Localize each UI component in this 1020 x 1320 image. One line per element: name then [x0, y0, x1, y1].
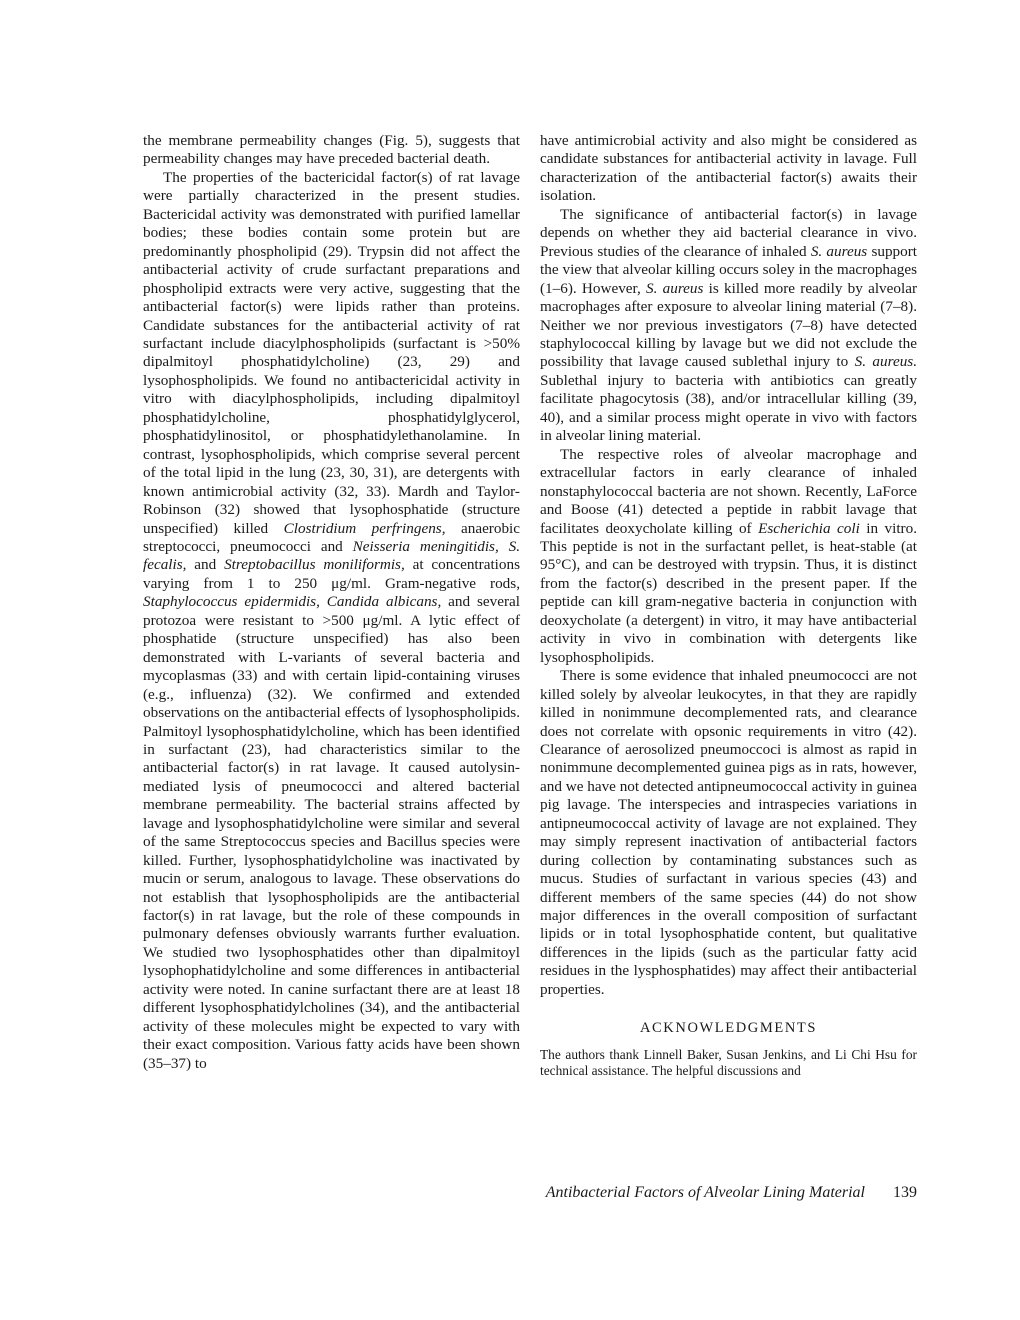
- organism-name: Staphylococcus epidermidis, Candida albicans,: [143, 593, 442, 611]
- right-paragraph-1: have antimicrobial activity and also might be considered as candidate substances for antibacterial activity in lavage. Full characterization of the antibacterial factor(s) awaits their isolation.: [540, 132, 917, 205]
- left-paragraph-2-text-b: anaerobic streptococci, pneumococci and: [143, 519, 521, 555]
- right-column: [540, 132, 917, 1080]
- right-paragraph-2-text-d: Sublethal injury to bacteria with antibiotics can greatly facilitate phagocytosis (38), and/or intracellular killing (39, 40), and a similar process might operate in vivo with factors in alveolar lining material.: [540, 371, 917, 445]
- left-paragraph-2-text-a: The properties of the bactericidal factor(s) of rat lavage were partially characterized in the present studies. Bactericidal activity was demonstrated with purified lamellar bodies; these bodies contain some protein but are predominantly phospholipid (29). Trypsin did not affect the antibacterial activity of crude surfactant preparations and phospholipid extracts were very active, suggesting that the antibacterial factor(s) were lipids rather than proteins. Candidate substances for the antibacterial activity of rat surfactant include diacylphospholipids (surfactant is >50% dipalmitoyl phosphatidylcholine) (23, 29) and lysophospholipids. We found no antibactericidal activity in vitro with diacylphospholipids, including dipalmitoyl phosphatidylcholine, phosphatidylglycerol, phosphatidylinositol, or phosphatidylethanolamine. In contrast, lysophospholipids, which comprise several percent of the total lipid in the lung (23, 30, 31), are detergents with known antimicrobial activity (32, 33). Mardh and Taylor-Robinson (32) showed that lysophosphatide (structure unspecified) killed: [143, 168, 520, 537]
- right-paragraph-3-text-a: The respective roles of alveolar macrophage and extracellular factors in early clearance of inhaled nonstaphylococcal bacteria are not shown. Recently, LaForce and Boose (41) detected a peptide in rabbit lavage that facilitates deoxycholate killing of: [540, 445, 917, 537]
- left-column: [143, 132, 520, 1073]
- left-paragraph-1: the membrane permeability changes (Fig. 5), suggests that permeability changes may have preceded bacterial death.: [143, 132, 520, 168]
- left-paragraph-2-text-d: at concentrations varying from 1 to 250 μg/ml. Gram-negative rods,: [143, 556, 520, 592]
- right-paragraph-4: There is some evidence that inhaled pneumococci are not killed solely by alveolar leukocytes, in that they are rapidly killed in nonimmune decomplemented rats, and clearance does not correlate with opsonic requirements in vitro (42). Clearance of aerosolized pneumoccoci is almost as rapid in nonimmune decomplemented guinea pigs as in rats, however, and we have not detected antipneumococcal activity in guinea pig lavage. The interspecies and intraspecies variations in antipneumococcal activity of lavage are not explained. They may simply represent inactivation of antibacterial factors during collection by contaminating substances such as mucus. Studies of surfactant in various species (43) and different members of the same species (44) do not show major differences in the overall composition of surfactant lipids or in total lysophosphatide content, but qualitative differences in the lipids (such as the particular fatty acid residues in the lysphosphatides) may affect their antibacterial properties.: [540, 667, 918, 998]
- left-paragraph-2: [143, 169, 520, 1073]
- acknowledgments-text: The authors thank Linnell Baker, Susan Jenkins, and Li Chi Hsu for technical assistance. The helpful discussions and: [540, 1046, 917, 1079]
- organism-name: Streptobacillus moniliformis,: [224, 556, 405, 574]
- organism-name: Neisseria meningitidis, S. fecalis,: [143, 537, 521, 574]
- left-paragraph-2-text-e: and several protozoa were resistant to >500 μg/ml. A lytic effect of phosphatide (structure unspecified) has also been demonstrated with L-variants of several bacteria and mycoplasmas (33) and with certain lipid-containing viruses (e.g., influenza) (32). We confirmed and extended observations on the antibacterial effects of lysophospholipids. Palmitoyl lysophosphatidylcholine, which has been identified in surfactant (23), had characteristics similar to the antibacterial factor(s) in rat lavage. It caused autolysin-mediated lysis of pneumococci and altered bacterial membrane permeability. The bacterial strains affected by lavage and lysophosphatidylcholine were similar and several of the same Streptococcus species and Bacillus species were killed. Further, lysophosphatidylcholine was inactivated by mucin or serum, analogous to lavage. These observations do not establish that lysophospholipids are the antibacterial factor(s) in rat lavage, but the role of these compounds in pulmonary defenses obviously warrants further evaluation. We studied two lysophosphatides other than dipalmitoyl lysophophatidylcholine and some differences in antibacterial activity were noted. In canine surfactant there are at least 18 different lysophosphatidylcholines (34), and the antibacterial activity of these molecules might be expected to vary with their exact composition. Various fatty acids have been shown (35–37) to: [143, 593, 520, 1072]
- right-paragraph-2-text-a: The significance of antibacterial factor(s) in lavage depends on whether they aid bacterial clearance in vivo. Previous studies of the clearance of inhaled: [540, 205, 917, 260]
- page-footer: [143, 1184, 917, 1202]
- left-paragraph-2-text-c: and: [186, 556, 225, 574]
- organism-name: S. aureus.: [854, 353, 917, 371]
- right-paragraph-2: [540, 206, 917, 446]
- right-paragraph-3-text-b: in vitro. This peptide is not in the surfactant pellet, is heat-stable (at 95°C), and can be destroyed with trypsin. Thus, it is distinct from the factor(s) described in the present paper. If the peptide can kill gram-negative bacteria in conjunction with deoxycholate (a detergent) in vitro, it may have antibacterial activity in vivo in combination with detergents like lysophospholipids.: [540, 519, 917, 666]
- organism-name: Clostridium perfringens,: [283, 519, 446, 537]
- organism-name: Escherichia coli: [758, 519, 860, 537]
- right-paragraph-3: [540, 446, 917, 667]
- acknowledgments-heading: ACKNOWLEDGMENTS: [639, 1020, 818, 1037]
- right-paragraph-2-text-c: is killed more readily by alveolar macrophages after exposure to alveolar lining material (7–8). Neither we nor previous investigators (7–8) have detected staphylococcal killing by lavage but we did not exclude the possibility that lavage caused sublethal injury to: [540, 279, 918, 371]
- organism-name: S. aureus: [646, 279, 704, 297]
- running-title: Antibacterial Factors of Alveolar Lining Material: [545, 1184, 865, 1201]
- right-paragraph-2-text-b: support the view that alveolar killing occurs soley in the macrophages (1–6). However,: [540, 242, 918, 297]
- organism-name: S. aureus: [810, 242, 868, 260]
- page-number: 139: [893, 1184, 917, 1201]
